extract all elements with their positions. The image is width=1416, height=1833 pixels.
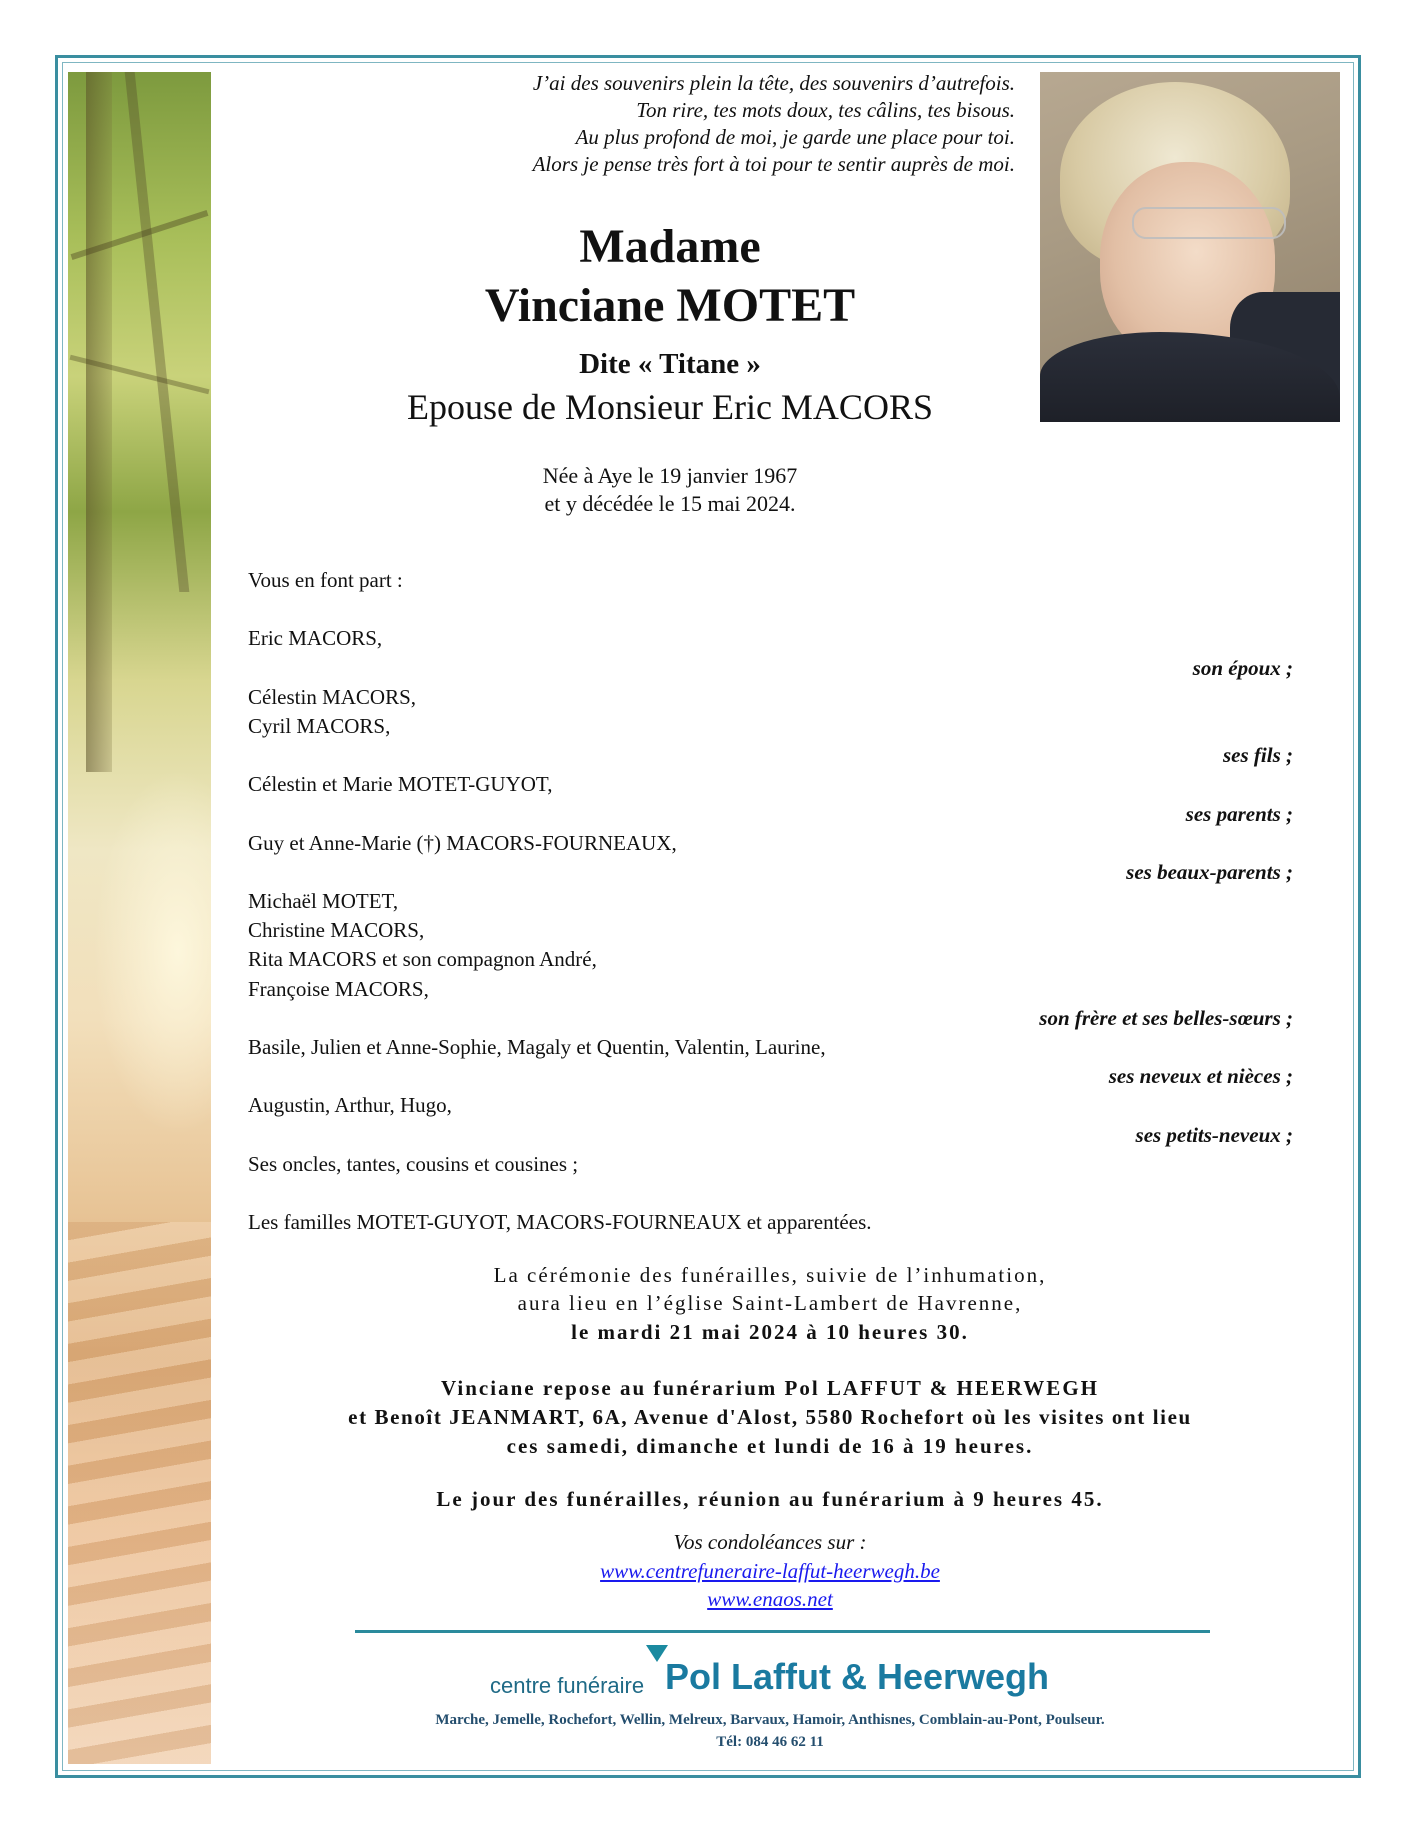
family-list [248, 566, 1293, 1237]
logo-phone: Tél: 084 46 62 11 [716, 1734, 824, 1750]
family-name: Eric MACORS, [248, 626, 383, 651]
family-name: Célestin MACORS, [248, 684, 417, 709]
forest-path [68, 1222, 211, 1764]
deceased-name: Vinciane MOTET [484, 279, 856, 332]
family-relation: ses neveux et nièces ; [1108, 1064, 1293, 1089]
logo-subtitle: centre funéraire [490, 1673, 645, 1698]
portrait-photo [1040, 72, 1340, 422]
forest-path-image [68, 72, 211, 1764]
family-relation: ses petits-neveux ; [1135, 1122, 1293, 1147]
divider [355, 1630, 1210, 1633]
family-name: Célestin et Marie MOTET-GUYOT, [248, 772, 553, 797]
logo-cities: Marche, Jemelle, Rochefort, Wellin, Melreux, Barvaux, Hamoir, Anthisnes, Comblain-au-Pont, Poulseur. [435, 1712, 1105, 1728]
family-name: Françoise MACORS, [248, 976, 429, 1001]
death-line: et y décédée le 15 mai 2024. [544, 491, 796, 516]
reunion-line: Le jour des funérailles, réunion au funérarium à 9 heures 45. [436, 1487, 1104, 1511]
family-relation: ses parents ; [1185, 801, 1293, 826]
poem-line: J’ai des souvenirs plein la tête, des souvenirs d’autrefois. [532, 71, 1015, 95]
ceremony-date: le mardi 21 mai 2024 à 10 heures 30. [571, 1320, 969, 1344]
repose-line: et Benoît JEANMART, 6A, Avenue d'Alost, 5580 Rochefort où les visites ont lieu [348, 1405, 1192, 1429]
poem [330, 70, 1015, 178]
condolences-link-laffut[interactable]: www.centrefuneraire-laffut-heerwegh.be [600, 1559, 940, 1583]
condolences-label: Vos condoléances sur : [673, 1530, 867, 1554]
birth-line: Née à Aye le 19 janvier 1967 [542, 463, 798, 488]
family-name: Basile, Julien et Anne-Sophie, Magaly et Quentin, Valentin, Laurine, [248, 1035, 826, 1059]
family-name: Guy et Anne-Marie (†) MACORS-FOURNEAUX, [248, 830, 677, 855]
family-relation: son époux ; [1192, 655, 1293, 680]
nickname: Dite « Titane » [579, 348, 761, 380]
ceremony-line: La cérémonie des funérailles, suivie de l’inhumation, [493, 1263, 1047, 1287]
family-families: Les familles MOTET-GUYOT, MACORS-FOURNEAUX et apparentées. [248, 1210, 872, 1235]
condolences-link-enaos[interactable]: www.enaos.net [707, 1587, 833, 1611]
family-name: Christine MACORS, [248, 918, 425, 943]
portrait-glasses [1132, 207, 1286, 239]
ceremony-line: aura lieu en l’église Saint-Lambert de Havrenne, [517, 1291, 1023, 1315]
family-relation: ses fils ; [1223, 743, 1293, 768]
family-others: Ses oncles, tantes, cousins et cousines ; [248, 1151, 579, 1176]
honorific: Madame [579, 220, 761, 273]
family-name: Rita MACORS et son compagnon André, [248, 947, 597, 972]
spouse-line: Epouse de Monsieur Eric MACORS [407, 387, 933, 427]
family-relation: ses beaux-parents ; [1126, 859, 1293, 884]
family-name: Michaël MOTET, [248, 889, 399, 914]
poem-line: Ton rire, tes mots doux, tes câlins, tes bisous. [636, 98, 1015, 122]
family-name: Cyril MACORS, [248, 713, 391, 738]
poem-line: Au plus profond de moi, je garde une place pour toi. [575, 125, 1015, 149]
poem-line: Alors je pense très fort à toi pour te sentir auprès de moi. [532, 152, 1015, 176]
repose-line: Vinciane repose au funérarium Pol LAFFUT & HEERWEGH [441, 1376, 1099, 1400]
tree-trunk [125, 72, 190, 592]
family-relation: son frère et ses belles-sœurs ; [1039, 1005, 1293, 1030]
tree-trunk [86, 72, 112, 772]
logo-title: Pol Laffut & Heerwegh [665, 1656, 1050, 1697]
family-name: Augustin, Arthur, Hugo, [248, 1093, 452, 1118]
family-intro: Vous en font part : [248, 568, 403, 592]
repose-line: ces samedi, dimanche et lundi de 16 à 19 heures. [506, 1434, 1034, 1458]
